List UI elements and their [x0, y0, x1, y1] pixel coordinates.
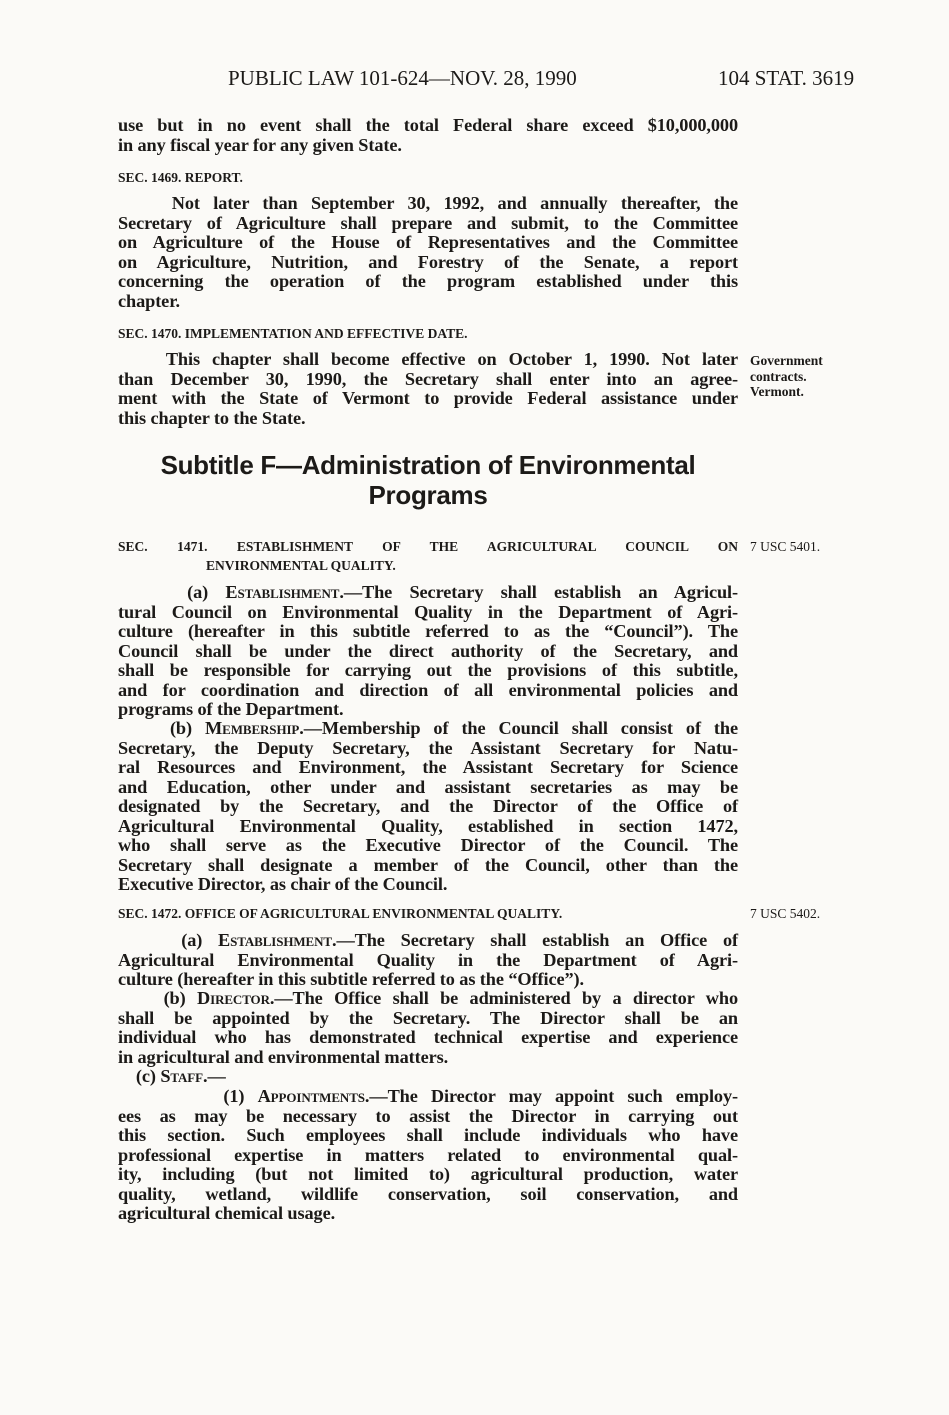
text-line — [118, 719, 738, 739]
paragraph-sec-1472-c-1 — [118, 1087, 738, 1224]
section-heading-1472: SEC. 1472. OFFICE OF AGRICULTURAL ENVIRONMENTAL QUALITY. — [118, 906, 563, 921]
subsection-heading: Establishment — [225, 582, 340, 602]
text-line: Council shall be under the direct authority of the Secretary, and — [118, 640, 738, 661]
text-run: (1) — [118, 1086, 258, 1106]
paragraph-sec-1470 — [118, 350, 738, 428]
subsection-heading: Director — [197, 988, 270, 1008]
text-line: in agricultural and environmental matters. — [118, 1046, 449, 1067]
text-line: tural Council on Environmental Quality in the Department of Agri- — [118, 601, 738, 622]
text-line: Not later than September 30, 1992, and annually thereafter, the — [118, 193, 738, 213]
paragraph-continued — [118, 116, 738, 155]
margin-note-line: Government — [750, 353, 823, 368]
text-line: this chapter to the State. — [118, 407, 306, 428]
text-line: professional expertise in matters related to environmental qual- — [118, 1144, 738, 1165]
text-line: individual who has demonstrated technical expertise and experience — [118, 1027, 738, 1047]
text-line: agricultural chemical usage. — [118, 1203, 336, 1223]
text-line: who shall serve as the Executive Director of the Council. The — [118, 835, 738, 855]
text-line: Agricultural Environmental Quality, established in section 1472, — [118, 815, 738, 836]
text-line — [118, 989, 738, 1009]
text-run: (a) — [118, 582, 226, 602]
paragraph-sec-1472-a — [118, 931, 738, 990]
text-line: in any fiscal year for any given State. — [118, 134, 402, 155]
text-run: (a) — [118, 930, 219, 950]
text-line: This chapter shall become effective on October 1, 1990. Not later — [118, 349, 738, 369]
section-heading-line: SEC. 1471. ESTABLISHMENT OF THE AGRICULTURAL COUNCIL ON — [118, 539, 738, 554]
subtitle-line: Subtitle F—Administration of Environmental — [160, 450, 696, 480]
text-line — [118, 931, 738, 951]
page-stat-number: 104 STAT. 3619 — [718, 66, 855, 90]
text-line: on Agriculture of the House of Representatives and the Committee — [118, 232, 738, 252]
text-line: ity, including (but not limited to) agricultural production, water — [118, 1164, 738, 1184]
subtitle-heading — [118, 450, 738, 510]
paragraph-sec-1471-b — [118, 719, 738, 895]
text-line: concerning the operation of the program established under this — [118, 271, 738, 291]
subsection-heading: Membership — [204, 718, 300, 738]
subsection-heading: Appointments — [257, 1086, 365, 1106]
text-line: on Agriculture, Nutrition, and Forestry of the Senate, a report — [118, 251, 738, 272]
text-line: chapter. — [118, 290, 180, 311]
text-run: (c) — [118, 1066, 161, 1086]
margin-note-usc-5401: 7 USC 5401. — [750, 539, 821, 554]
margin-note-usc-5402: 7 USC 5402. — [750, 906, 821, 921]
text-line: Agricultural Environmental Quality in the Department of Agri- — [118, 949, 738, 970]
section-heading-line: ENVIRONMENTAL QUALITY. — [206, 558, 396, 573]
paragraph-sec-1469 — [118, 194, 738, 311]
text-line: this section. Such employees shall include individuals who have — [118, 1125, 738, 1145]
margin-note-government-contracts — [750, 353, 823, 400]
text-run: .—The Office shall be administered by a director who — [269, 988, 738, 1008]
text-line: and Education, other under and assistant secretaries as may be — [118, 776, 738, 797]
subsection-heading: Establishment — [218, 930, 332, 950]
text-line: culture (hereafter in this subtitle referred to as the “Council”). The — [118, 621, 738, 641]
text-line: Executive Director, as chair of the Council. — [118, 874, 448, 894]
text-line: Secretary of Agriculture shall prepare and submit, to the Committee — [118, 212, 738, 233]
text-line: Secretary shall designate a member of the Council, other than the — [118, 854, 738, 875]
text-line: shall be responsible for carrying out the provisions of this subtitle, — [118, 660, 738, 680]
text-line: ees as may be necessary to assist the Director in carrying out — [118, 1105, 738, 1126]
text-line: quality, wetland, wildlife conservation, soil conservation, and — [118, 1183, 738, 1204]
text-run: (b) — [118, 718, 205, 738]
text-line: use but in no event shall the total Federal share exceed $10,000,000 — [118, 115, 738, 135]
section-heading-1471 — [118, 537, 738, 575]
text-line — [118, 1087, 738, 1107]
paragraph-sec-1472-c — [118, 1067, 738, 1087]
text-run: .—The Secretary shall establish an Office of — [332, 930, 738, 950]
text-line: culture (hereafter in this subtitle referred to as the “Office”). — [118, 969, 584, 989]
text-line: programs of the Department. — [118, 699, 344, 719]
text-line: shall be appointed by the Secretary. The Director shall be an — [118, 1007, 738, 1028]
paragraph-sec-1471-a — [118, 583, 738, 720]
margin-note-line: contracts. — [750, 368, 807, 384]
text-line: and for coordination and direction of all environmental policies and — [118, 679, 738, 700]
text-line: ral Resources and Environment, the Assistant Secretary for Science — [118, 757, 738, 777]
text-line: designated by the Secretary, and the Director of the Office of — [118, 796, 738, 816]
text-line: ment with the State of Vermont to provide Federal assistance under — [118, 388, 738, 408]
text-line — [118, 583, 738, 603]
subsection-heading: Staff — [160, 1066, 203, 1086]
section-heading-1470: SEC. 1470. IMPLEMENTATION AND EFFECTIVE DATE. — [118, 326, 468, 341]
text-run: .—The Director may appoint such employ- — [364, 1086, 738, 1106]
subtitle-line: Programs — [368, 480, 488, 510]
paragraph-sec-1472-b — [118, 989, 738, 1067]
text-run: .—Membership of the Council shall consist of the — [299, 718, 738, 738]
text-run: .—The Secretary shall establish an Agricul- — [339, 582, 738, 602]
text-line — [118, 1067, 738, 1087]
text-run: (b) — [118, 988, 198, 1008]
running-header-title: PUBLIC LAW 101-624—NOV. 28, 1990 — [228, 66, 577, 90]
margin-note-line: Vermont. — [750, 384, 804, 399]
section-heading-1469: SEC. 1469. REPORT. — [118, 170, 243, 185]
text-line: than December 30, 1990, the Secretary shall enter into an agree- — [118, 368, 738, 389]
text-line: Secretary, the Deputy Secretary, the Assistant Secretary for Natu- — [118, 737, 738, 758]
text-run: .— — [203, 1066, 226, 1086]
